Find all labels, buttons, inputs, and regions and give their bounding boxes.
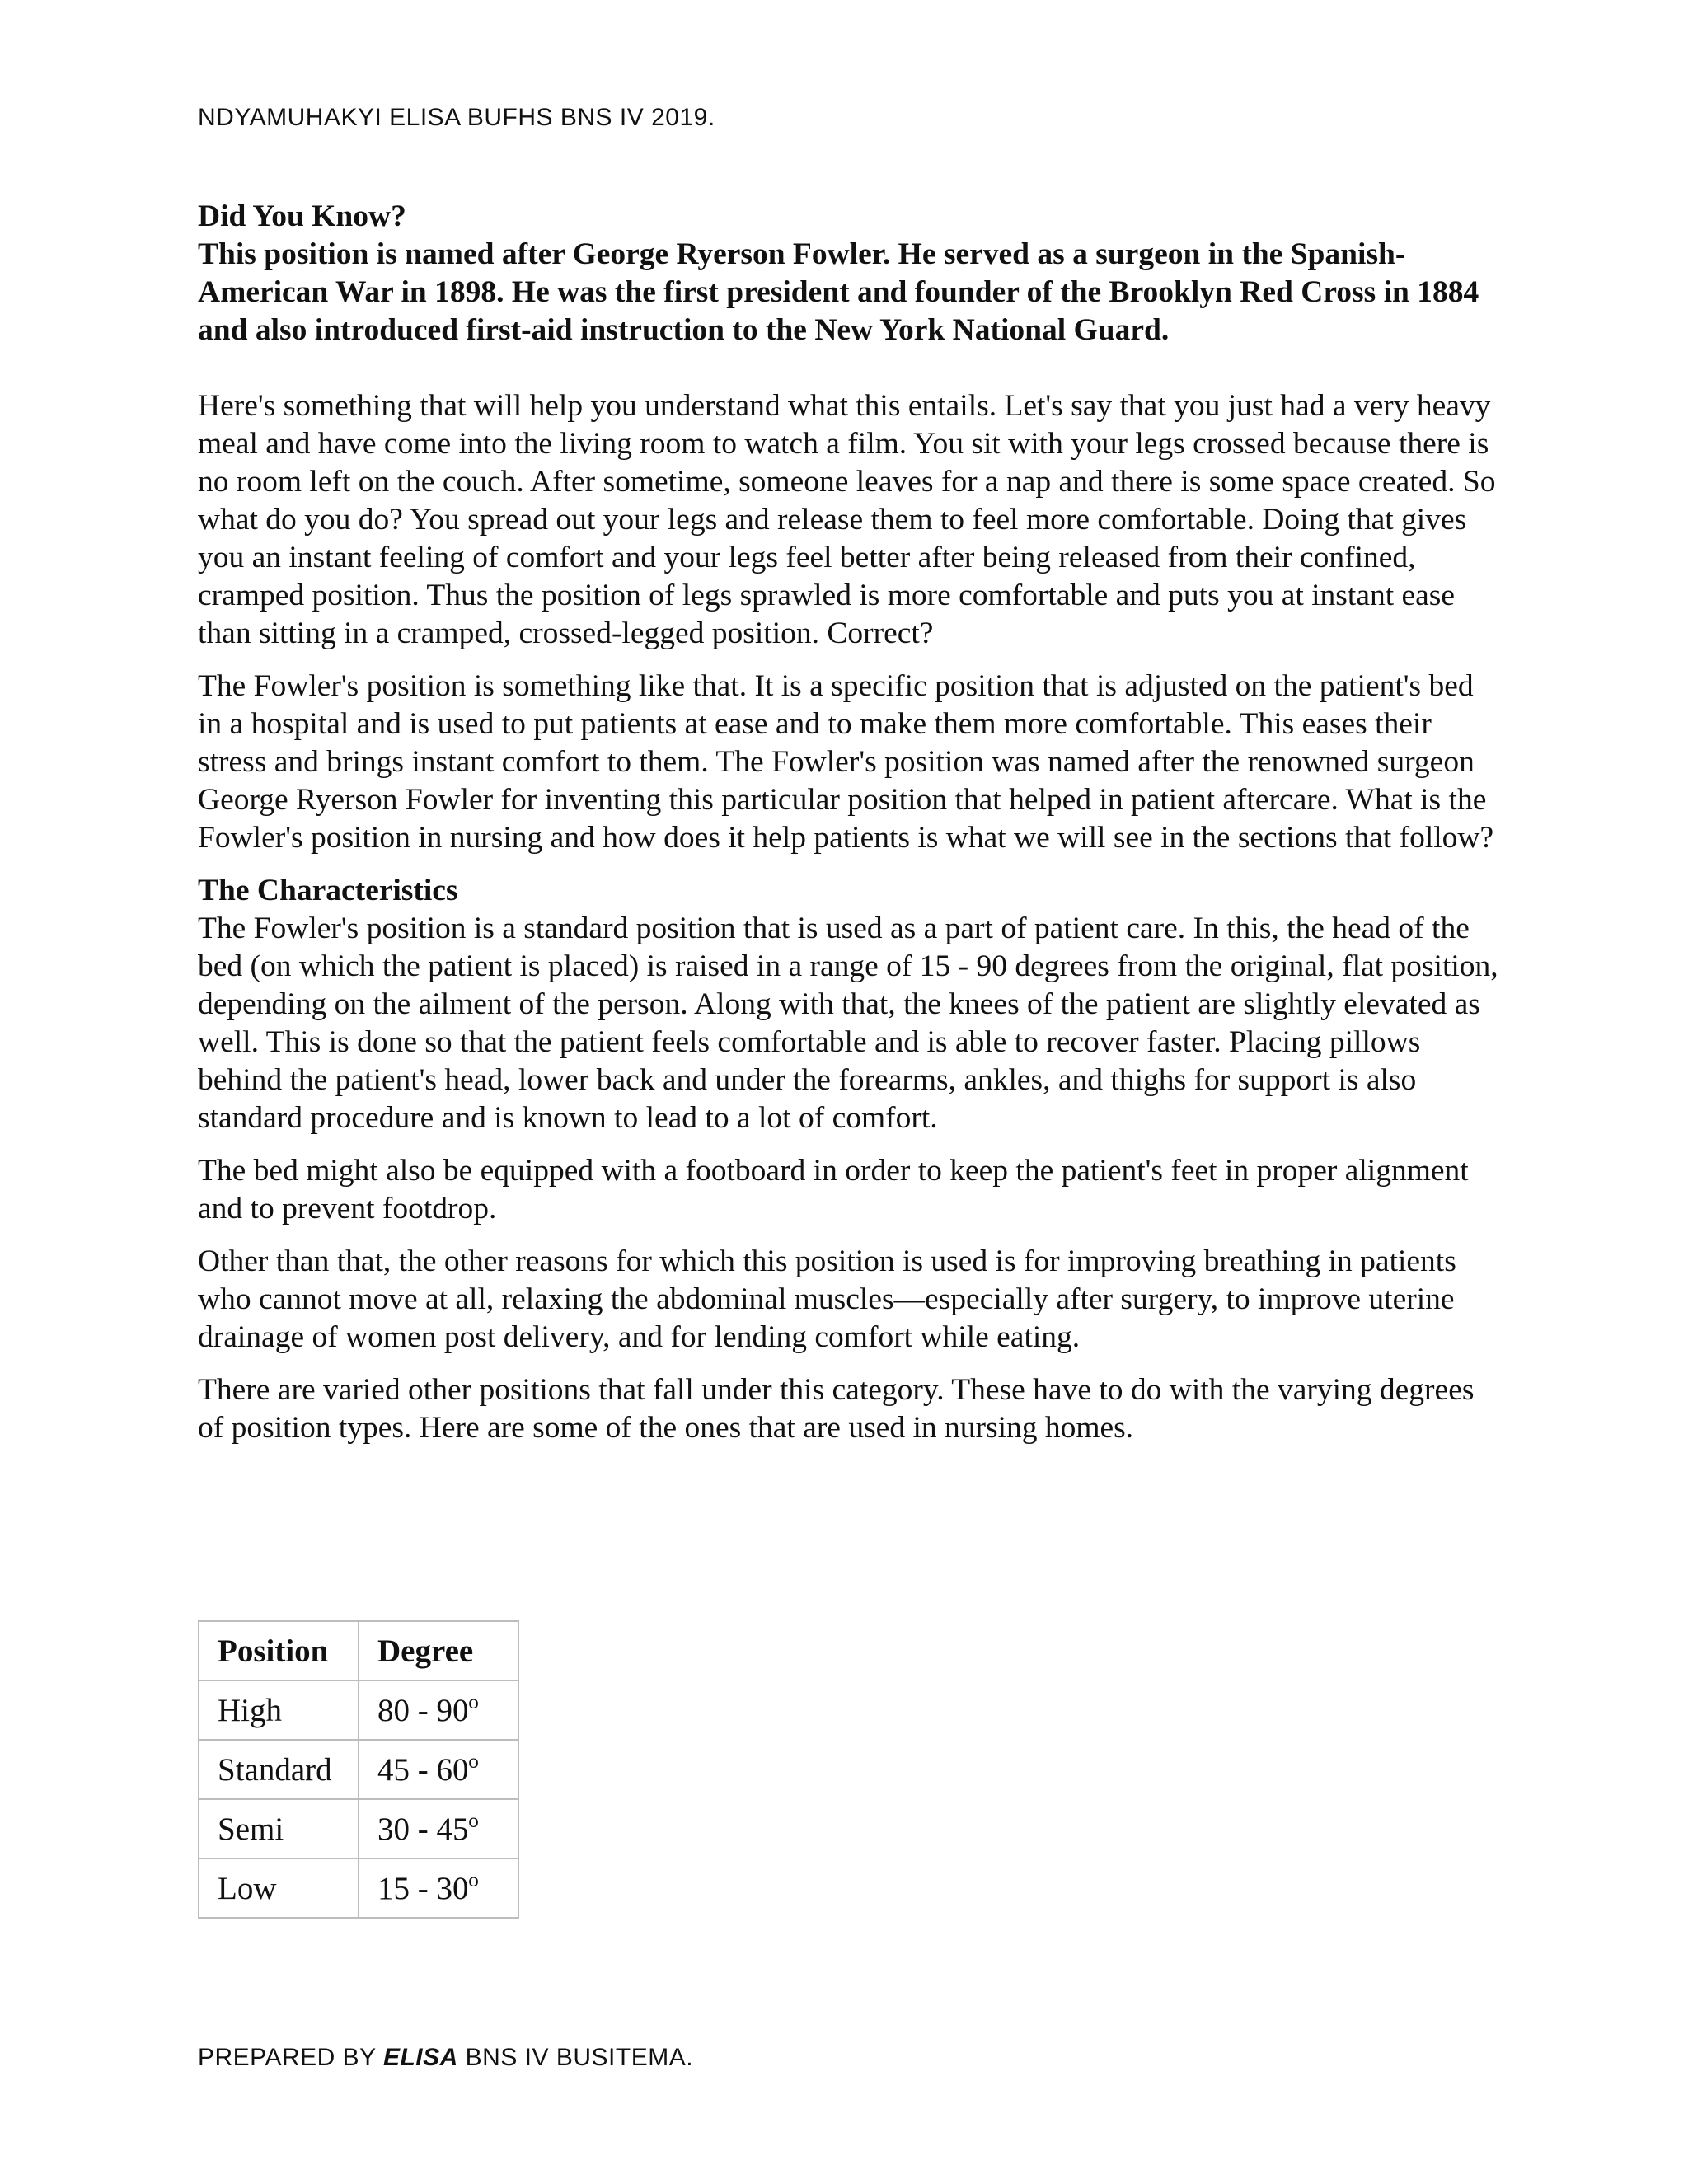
footer-suffix: BNS IV BUSITEMA.: [457, 2044, 694, 2071]
footer-author-name: ELISA: [382, 2044, 458, 2071]
document-body: [198, 198, 1500, 1447]
did-you-know-text: This position is named after George Ryerson Fowler. He served as a surgeon in the Spanish-American War in 1898. He was the first president and founder of the Brooklyn Red Cross in 1884 and also introduced first-aid instruction to the New York National Guard.: [198, 237, 1479, 347]
table-row: [199, 1799, 518, 1858]
table-cell-degree: 15 - 30º: [359, 1858, 518, 1918]
paragraph-characteristics: The Fowler's position is a standard position that is used as a part of patient care. In this, the head of the bed (on which the patient is placed) is raised in a range of 15 - 90 degrees from the original, flat position, depending on the ailment of the person. Along with that, the knees of the patient are slightly elevated as well. This is done so that the patient feels comfortable and is able to recover faster. Placing pillows behind the patient's head, lower back and under the forearms, ankles, and thighs for support is also standard procedure and is known to lead to a lot of comfort.: [198, 912, 1498, 1135]
page-footer: [198, 2044, 693, 2072]
table-cell-position: Low: [199, 1858, 359, 1918]
table-cell-position: Semi: [199, 1799, 359, 1858]
table-cell-degree: 30 - 45º: [359, 1799, 518, 1858]
table-cell-position: High: [199, 1680, 359, 1740]
table-cell-position: Standard: [199, 1740, 359, 1799]
did-you-know-box: [198, 198, 1500, 349]
paragraph-position-types: There are varied other positions that fall under this category. These have to do with the varying degrees of position types. Here are some of the ones that are used in nursing homes.: [198, 1373, 1475, 1445]
table-cell-degree: 45 - 60º: [359, 1740, 518, 1799]
page-header: NDYAMUHAKYI ELISA BUFHS BNS IV 2019.: [198, 104, 715, 131]
paragraph-other-reasons: Other than that, the other reasons for which this position is used is for improving breathing in patients who cannot move at all, relaxing the abdominal muscles—especially after surgery, to improve uterine drainage of women post delivery, and for lending comfort while eating.: [198, 1244, 1456, 1354]
paragraph-footboard: The bed might also be equipped with a footboard in order to keep the patient's feet in proper alignment and to prevent footdrop.: [198, 1154, 1469, 1226]
paragraph-intro: Here's something that will help you understand what this entails. Let's say that you just had a very heavy meal and have come into the living room to watch a film. You sit with your legs crossed because there is no room left on the couch. After sometime, someone leaves for a nap and there is some space created. So what do you do? You spread out your legs and release them to feel more comfortable. Doing that gives you an instant feeling of comfort and your legs feel better after being released from their confined, cramped position. Thus the position of legs sprawled is more comfortable and puts you at instant ease than sitting in a cramped, crossed-legged position. Correct?: [198, 389, 1496, 650]
paragraph-fowler-definition: The Fowler's position is something like that. It is a specific position that is adjusted on the patient's bed in a hospital and is used to put patients at ease and to make them more comfortable. This eases their stress and brings instant comfort to them. The Fowler's position was named after the renowned surgeon George Ryerson Fowler for inventing this particular position that helped in patient aftercare. What is the Fowler's position in nursing and how does it help patients is what we will see in the sections that follow?: [198, 669, 1494, 855]
did-you-know-title: Did You Know?: [198, 199, 406, 233]
table-cell-degree: 80 - 90º: [359, 1680, 518, 1740]
table-header-position: Position: [199, 1621, 359, 1680]
footer-prefix: PREPARED BY: [198, 2044, 383, 2071]
table-header-degree: Degree: [359, 1621, 518, 1680]
table-row: [199, 1680, 518, 1740]
table-row: [199, 1858, 518, 1918]
section-heading-characteristics: The Characteristics: [198, 874, 458, 907]
position-degree-table: [198, 1620, 519, 1919]
table-row: [199, 1740, 518, 1799]
table-header-row: [199, 1621, 518, 1680]
